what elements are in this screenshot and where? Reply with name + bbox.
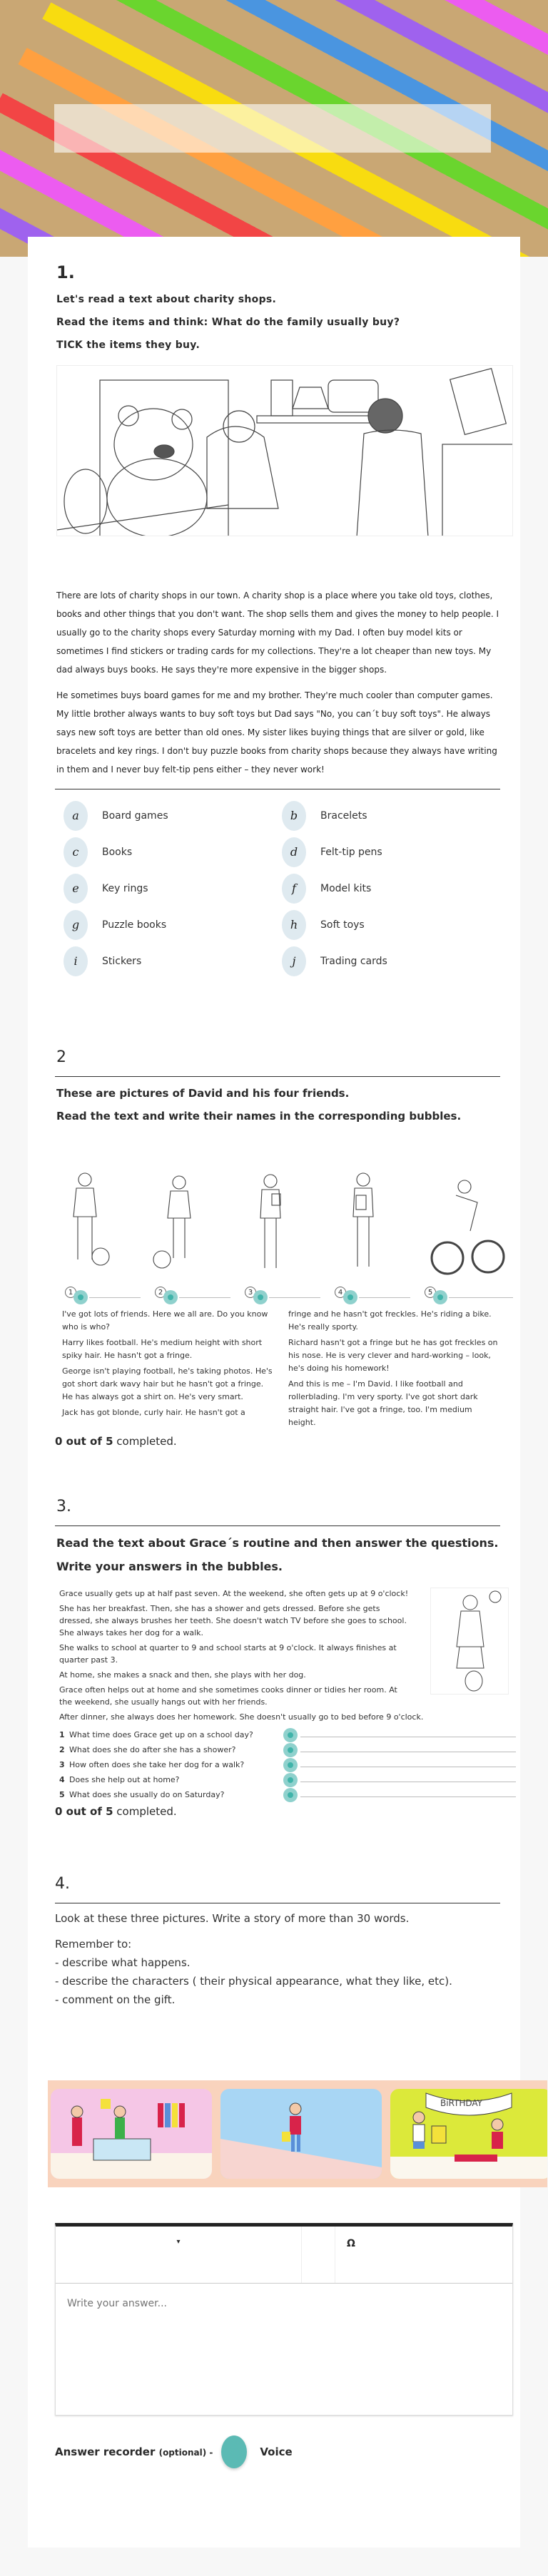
item-stickers[interactable] (64, 945, 282, 977)
paragraph: George isn't playing football, he's taking photos. He's got short dark wavy hair but he hasn't got a fringe. He has always got a shirt on. He's very smart. (62, 1366, 273, 1401)
progress-suffix: completed. (113, 1435, 177, 1448)
answer-bubble-4[interactable] (343, 1290, 357, 1304)
paragraph: After dinner, she always does her homework. She doesn't usually go to bed before 9 o'clock. (59, 1712, 424, 1722)
instruction-line: TICK the items they buy. (56, 339, 201, 351)
section-number: 4. (55, 1875, 70, 1893)
item-label: Soft toys (320, 919, 365, 931)
progress-count: 0 out of 5 (55, 1805, 113, 1818)
instruction-line: Read the text and write their names in the corresponding bubbles. (56, 1110, 462, 1123)
letter-badge: b (282, 801, 306, 831)
paragraph: fringe and he hasn't got freckles. He's riding a bike. He's really sporty. (288, 1309, 492, 1332)
number-label: 2 (155, 1287, 166, 1298)
question-row (59, 1787, 516, 1802)
friends-illustration (56, 1165, 513, 1287)
question-row (59, 1727, 516, 1742)
item-felt-tip-pens[interactable] (282, 836, 500, 868)
left-column (62, 1308, 274, 1432)
instruction-line: Read the items and think: What do the family usually buy? (56, 317, 400, 328)
instruction-line: Look at these three pictures. Write a story of more than 30 words. (55, 1912, 410, 1925)
questions-list (59, 1727, 516, 1802)
letter-badge: e (64, 874, 88, 904)
editor-toolbar (56, 2227, 512, 2284)
item-trading-cards[interactable] (282, 945, 500, 977)
name-bubbles-row (56, 1287, 513, 1305)
instruction-line: These are pictures of David and his four friends. (56, 1087, 350, 1100)
section-3 (48, 1498, 500, 1818)
section-number: 3. (56, 1498, 71, 1516)
progress-status (55, 1435, 500, 1448)
story-pictures-strip (48, 2080, 547, 2187)
picture-boy-walking (220, 2089, 382, 2179)
section-number: 2 (56, 1048, 66, 1066)
items-checklist (64, 799, 500, 977)
instruction-line: Let's read a text about charity shops. (56, 294, 277, 305)
rich-text-editor (55, 2223, 513, 2416)
item-label: Board games (102, 809, 168, 822)
answer-bubble-3[interactable] (283, 1758, 298, 1772)
answer-line (449, 1297, 513, 1298)
header-banner (0, 0, 548, 257)
paragraph: He sometimes buys board games for me and my brother. They're much cooler than computer games. My little brother always wants to buy soft toys but Dad says "No, you can´t buy soft toys". He always says new soft toys are better than old ones. My sister likes buying things that are silver or gold, like bracelets and key rings. I don't buy puzzle books from charity shops because they always have writing in them and I never buy felt-tip pens either – they never work! (56, 690, 497, 775)
answer-line (300, 1796, 516, 1797)
question-text: What does she do after she has a shower? (69, 1745, 236, 1754)
answer-bubble-2[interactable] (283, 1743, 298, 1757)
item-label: Stickers (102, 955, 142, 967)
picture-birthday-party (390, 2089, 547, 2179)
answer-bubble-4[interactable] (283, 1773, 298, 1787)
item-label: Trading cards (320, 955, 387, 967)
picture-clothes-shop (51, 2089, 212, 2179)
answer-bubble-5[interactable] (283, 1788, 298, 1802)
paragraph: I've got lots of friends. Here we all are. Do you know who is who? (62, 1309, 268, 1332)
question-number: 4 (59, 1775, 65, 1784)
item-label: Model kits (320, 882, 372, 894)
question-row (59, 1742, 516, 1757)
letter-badge: d (282, 837, 306, 867)
paragraph: At home, she makes a snack and then, she plays with her dog. (59, 1670, 306, 1680)
section-2 (48, 1048, 500, 1448)
letter-badge: f (282, 874, 306, 904)
section-1 (48, 262, 500, 977)
progress-count: 0 out of 5 (55, 1435, 113, 1448)
number-label: 3 (245, 1287, 256, 1298)
letter-badge: h (282, 910, 306, 940)
item-bracelets[interactable] (282, 799, 500, 832)
paragraph: Richard hasn't got a fringe but he has got freckles on his nose. He is very clever and hard-working – look, he's doing his homework! (288, 1338, 498, 1373)
item-label: Felt-tip pens (320, 846, 382, 858)
answer-line (269, 1297, 320, 1298)
divider (55, 1525, 500, 1526)
svg-text:BiRTHDAY: BiRTHDAY (440, 2098, 483, 2108)
section-4 (48, 1875, 500, 2468)
instruction-line: Write your answers in the bubbles. (56, 1560, 283, 1573)
question-text: What time does Grace get up on a school day? (69, 1730, 253, 1739)
toolbar-spacer (302, 2227, 335, 2283)
item-board-games[interactable] (64, 799, 282, 832)
paragraph: Jack has got blonde, curly hair. He hasn't got a (62, 1408, 245, 1417)
question-row (59, 1772, 516, 1787)
grace-routine (59, 1588, 516, 1723)
paragraph: Grace usually gets up at half past seven. At the weekend, she often gets up at 9 o'clock! (59, 1589, 409, 1598)
letter-badge: a (64, 801, 88, 831)
question-number: 3 (59, 1760, 65, 1769)
paragraph: Grace often helps out at home and she sometimes cooks dinner or tidies her room. At the weekend, she usually hangs out with her friends. (59, 1685, 397, 1707)
item-soft-toys[interactable] (282, 909, 500, 941)
letter-badge: g (64, 910, 88, 940)
paragraph: She walks to school at quarter to 9 and school starts at 9 o'clock. It always finishes at quarter past 3. (59, 1643, 397, 1665)
divider (55, 1076, 500, 1077)
item-label: Books (102, 846, 133, 858)
five-boys-drawing (56, 1165, 513, 1287)
item-label: Key rings (102, 882, 148, 894)
reminder-item: - describe the characters ( their physical appearance, what they like, etc). (55, 1975, 452, 1988)
charity-shop-drawing (57, 366, 513, 536)
paragraph: And this is me – I'm David. I like football and rollerblading. I'm very sporty. I've got short dark straight hair. I've got a fringe, too. I'm medium height. (288, 1379, 478, 1427)
item-puzzle-books[interactable] (64, 909, 282, 941)
paragraph: She has her breakfast. Then, she has a shower and gets dressed. Before she gets dressed, she always brushes her teeth. She doesn't watch TV before she goes to school. She always takes her dog for a walk. (59, 1604, 407, 1637)
right-column (288, 1308, 500, 1432)
charity-shop-illustration (56, 365, 513, 536)
letter-badge: c (64, 837, 88, 867)
item-key-rings[interactable] (64, 872, 282, 904)
worksheet-title-box (54, 104, 491, 153)
grace-with-dog-illustration (430, 1588, 509, 1695)
omega-icon: Ω (347, 2238, 355, 2249)
answer-line (89, 1297, 141, 1298)
format-dropdown[interactable] (56, 2227, 302, 2283)
reminder-item: - comment on the gift. (55, 1993, 176, 2006)
chevron-down-icon: ▾ (176, 2238, 181, 2246)
progress-status (55, 1805, 500, 1818)
question-text: What does she usually do on Saturday? (69, 1790, 225, 1799)
charity-shop-text (48, 586, 500, 779)
letter-badge: j (282, 946, 306, 976)
progress-suffix: completed. (113, 1805, 177, 1818)
paragraph: There are lots of charity shops in our town. A charity shop is a place where you take old toys, clothes, books and other things that you don't want. The shop sells them and gives the money to help people. I usually go to the charity shops every Saturday morning with my Dad. I often buy model kits or sometimes I find stickers or trading cards for my collections. They're a lot cheaper than new toys. My dad always buys books. He says they're more expensive in the bigger shops. (56, 591, 499, 675)
question-number: 5 (59, 1790, 65, 1799)
worksheet (28, 237, 520, 2547)
number-label: 4 (335, 1287, 346, 1298)
item-books[interactable] (64, 836, 282, 868)
answer-bubble-2[interactable] (163, 1290, 178, 1304)
section-number: 1. (56, 262, 75, 282)
reminder-heading: Remember to: (55, 1938, 132, 1951)
item-model-kits[interactable] (282, 872, 500, 904)
question-text: How often does she take her dog for a walk? (69, 1760, 245, 1769)
answer-bubble-1[interactable] (283, 1728, 298, 1742)
reminder-item: - describe what happens. (55, 1956, 191, 1969)
answer-bubble-3[interactable] (253, 1290, 268, 1304)
answer-recorder (55, 2436, 500, 2468)
answer-line (179, 1297, 230, 1298)
question-number: 2 (59, 1745, 65, 1754)
special-character-button[interactable] (335, 2227, 355, 2283)
record-button[interactable] (221, 2436, 247, 2468)
question-text: Does she help out at home? (69, 1775, 180, 1784)
number-label: 1 (65, 1287, 76, 1298)
optional-label: (optional) - (158, 2448, 213, 2458)
instruction-line: Read the text about Grace´s routine and then answer the questions. (56, 1536, 499, 1550)
answer-textarea[interactable] (56, 2284, 512, 2412)
question-row (59, 1757, 516, 1772)
item-label: Bracelets (320, 809, 367, 822)
answer-bubble-1[interactable] (73, 1290, 88, 1304)
question-number: 1 (59, 1730, 65, 1739)
friends-description (62, 1308, 500, 1432)
reminder-list (55, 1935, 500, 2009)
recorder-label: Answer recorder (optional) - (55, 2445, 213, 2458)
item-label: Puzzle books (102, 919, 167, 931)
answer-bubble-5[interactable] (433, 1290, 447, 1304)
voice-label: Voice (260, 2445, 293, 2458)
answer-line (359, 1297, 410, 1298)
number-label: 5 (425, 1287, 436, 1298)
paragraph: Harry likes football. He's medium height with short spiky hair. He hasn't got a fringe. (62, 1338, 263, 1360)
letter-badge: i (64, 946, 88, 976)
